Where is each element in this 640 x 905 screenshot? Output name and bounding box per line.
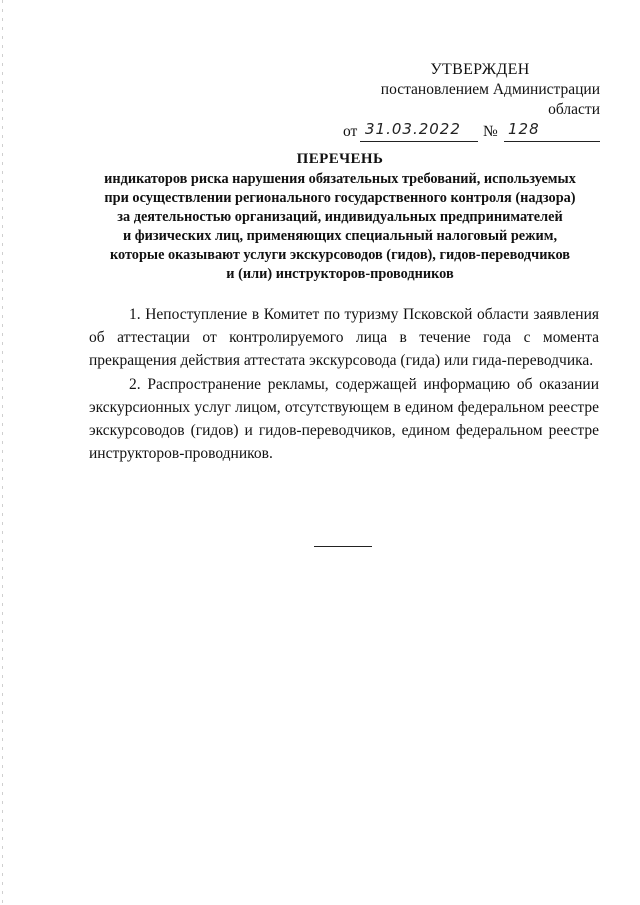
number-prefix: № — [483, 123, 498, 140]
heading-line: которые оказывают услуги экскурсоводов (гидов), гидов-переводчиков — [109, 247, 571, 263]
heading-line: при осуществлении регионального государственного контроля (надзора) — [104, 190, 576, 206]
date-underline — [360, 141, 478, 142]
handwritten-number: 128 — [508, 120, 540, 138]
scan-edge-artifact — [2, 0, 3, 905]
document-body — [89, 303, 599, 465]
approval-title: УТВЕРЖДЕН — [430, 61, 530, 78]
date-prefix: от — [343, 123, 358, 140]
heading-line: и физических лиц, применяющих специальный налоговый режим, — [122, 228, 558, 244]
heading-line: за деятельностью организаций, индивидуальных предпринимателей — [117, 209, 563, 225]
list-item-1: 1. Непоступление в Комитет по туризму Псковской области заявления об аттестации от контролируемого лица в течение года с момента прекращения действия аттестата экскурсовода (гида) или гида-переводчика. — [89, 306, 599, 370]
heading-title: ПЕРЕЧЕНЬ — [296, 151, 384, 167]
handwritten-date: 31.03.2022 — [365, 120, 461, 138]
list-item-2: 2. Распространение рекламы, содержащей информацию об оказании экскурсионных услуг лицом, отсутствующем в едином федеральном реестре экскурсоводов (гидов) и гидов-переводчиков, едином федеральном реестре инструкторов-проводников. — [89, 375, 599, 463]
number-underline — [504, 141, 600, 142]
end-separator-line — [314, 546, 372, 547]
approval-date-line — [330, 121, 600, 145]
heading-line: и (или) инструкторов-проводников — [226, 266, 454, 282]
approval-stamp-block — [330, 60, 600, 145]
heading-line: индикаторов риска нарушения обязательных требований, используемых — [104, 171, 576, 187]
approval-subtitle: постановлением Администрации области — [380, 81, 600, 118]
document-heading — [70, 150, 610, 284]
